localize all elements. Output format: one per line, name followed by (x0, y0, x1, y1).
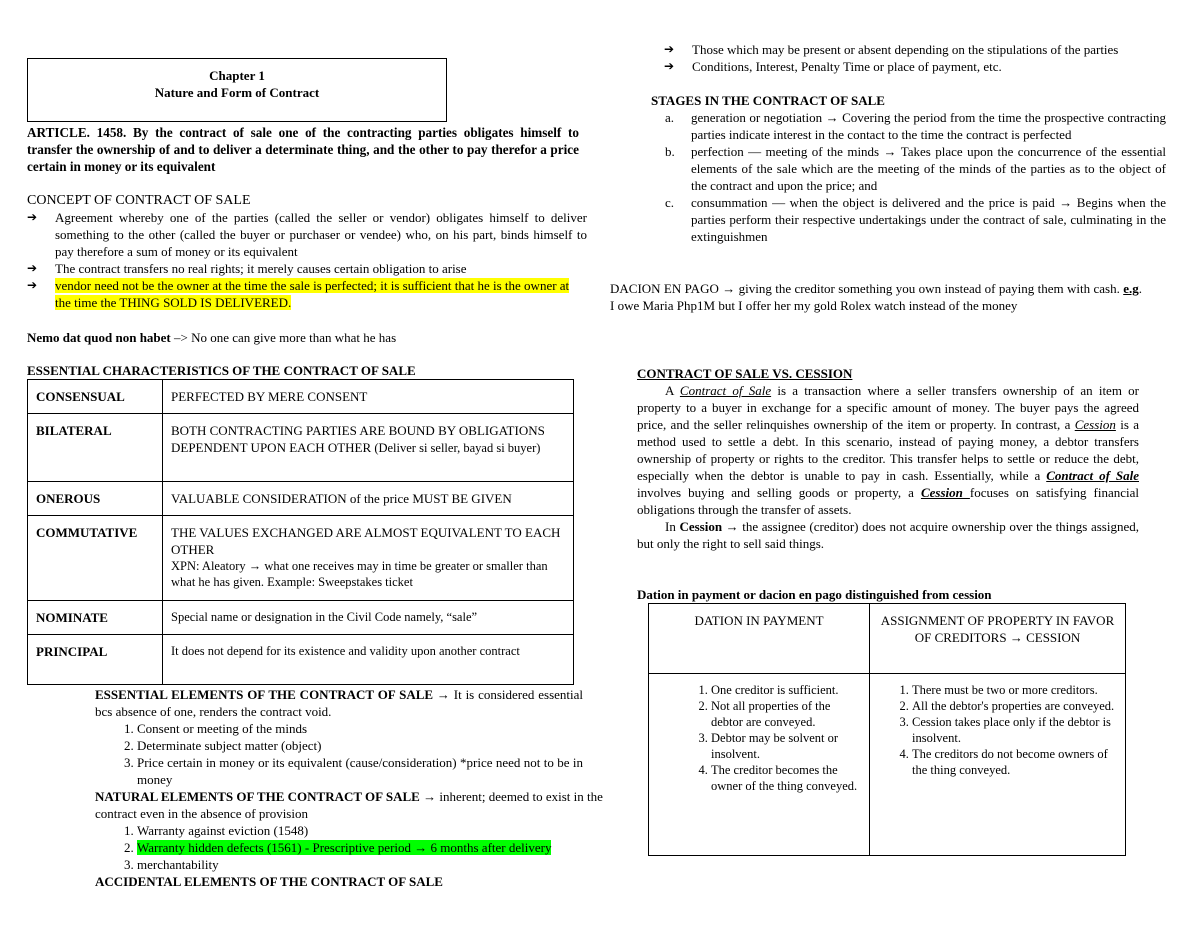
list-item: ➔ Those which may be present or absent depending on the stipulations of the parties (664, 41, 1166, 58)
chapter-subtitle: Nature and Form of Contract (154, 85, 320, 100)
concept-heading: CONCEPT OF CONTRACT OF SALE (27, 193, 251, 208)
list-item: 1. Warranty against eviction (1548) (137, 822, 611, 839)
desc-cell: VALUABLE CONSIDERATION of the price MUST BE GIVEN (163, 482, 574, 516)
dation-table (648, 603, 1126, 856)
list-item: 3. merchantability (137, 856, 611, 873)
desc-cell: BOTH CONTRACTING PARTIES ARE BOUND BY OBLIGATIONS DEPENDENT UPON EACH OTHER (Deliver si seller, bayad si buyer) (163, 414, 574, 482)
list-item: 2. Not all properties of the debtor are conveyed. (711, 698, 861, 730)
concept-item: ➔ The contract transfers no real rights; it merely causes certain obligation to arise (27, 260, 587, 277)
list-item: 4. The creditors do not become owners of the thing conveyed. (912, 746, 1117, 778)
desc-cell: It does not depend for its existence and validity upon another contract (163, 635, 574, 685)
article-text: ARTICLE. 1458. By the contract of sale one of the contracting parties obligates himself to transfer the ownership of and to deliver a determinate thing, and the other to pay therefor a price certain in money or its equivalent (27, 125, 579, 174)
table-row (28, 601, 574, 635)
table-row (28, 414, 574, 482)
essential-elements-list (95, 720, 583, 788)
natural-elements-list (95, 822, 611, 873)
natural-elements-section: NATURAL ELEMENTS OF THE CONTRACT OF SALE → inherent; deemed to exist in the contract even in the absence of provision 1. Warranty against eviction (1548) 2. Warranty hidden defects (1561) - Prescriptive period → 6 months after delivery 3. merchantability (95, 788, 611, 873)
cession-paragraph: A Contract of Sale is a transaction where a seller transfers ownership of an item or property to a buyer in exchange for a specific amount of money. The buyer pays the agreed price, and the seller relinquishes ownership of the item or property. In contrast, a Cession is a method used to settle a debt. In this scenario, instead of paying money, a debtor transfers ownership of property or rights to the creditor. This transfer helps to settle or reduce the debt, especially when the debtor is unable to pay in cash. Essentially, while a Contract of Sale involves buying and selling goods or property, a Cession focuses on satisfying financial obligations through the transfer of assets. In Cession → the assignee (creditor) does not acquire ownership over the things assigned, but only the right to sell said things. (637, 383, 1139, 551)
nemo-dat-meaning: –> No one can give more than what he has (170, 330, 397, 345)
list-item: 2. All the debtor's properties are conveyed. (912, 698, 1117, 714)
accidental-elements-heading: ACCIDENTAL ELEMENTS OF THE CONTRACT OF SALE (95, 874, 443, 889)
stages-section (651, 92, 1166, 245)
table-row (28, 482, 574, 516)
list-item: 3. Debtor may be solvent or insolvent. (711, 730, 861, 762)
natural-elements-heading: NATURAL ELEMENTS OF THE CONTRACT OF SALE (95, 789, 420, 804)
essential-elements-section: ESSENTIAL ELEMENTS OF THE CONTRACT OF SALE → It is considered essential bcs absence of one, renders the contract void. 1. Consent or meeting of the minds 2. Determinate subject matter (object) 3. Price certain in money or its equivalent (cause/consideration) *price need not to be in money (95, 686, 583, 788)
cession-cell (870, 674, 1126, 856)
list-item: ➔ Conditions, Interest, Penalty Time or place of payment, etc. (664, 58, 1166, 75)
dation-cell (649, 674, 870, 856)
column-header: DATION IN PAYMENT (649, 604, 870, 674)
list-item: 1. There must be two or more creditors. (912, 682, 1117, 698)
column-header: ASSIGNMENT OF PROPERTY IN FAVOR OF CREDITORS → CESSION (870, 604, 1126, 674)
table-row (28, 635, 574, 685)
term-cell: BILATERAL (28, 414, 163, 482)
nemo-dat-line (27, 329, 587, 346)
term-cell: NOMINATE (28, 601, 163, 635)
chapter-title: Chapter 1 (209, 68, 265, 83)
stage-item: a. generation or negotiation → Covering the period from the time the prospective contracting parties indicate interest in the contact to the time the contract is perfected (665, 110, 1166, 142)
accidental-list (664, 41, 1166, 75)
cession-heading: CONTRACT OF SALE VS. CESSION (637, 366, 853, 381)
list-item: 1. One creditor is sufficient. (711, 682, 861, 698)
desc-cell: Special name or designation in the Civil Code namely, “sale” (163, 601, 574, 635)
table-row (649, 674, 1126, 856)
essential-elements-heading: ESSENTIAL ELEMENTS OF THE CONTRACT OF SALE (95, 687, 434, 702)
table-header-row (649, 604, 1126, 674)
nemo-dat-term: Nemo dat quod non habet (27, 330, 171, 345)
list-item: 4. The creditor becomes the owner of the thing conveyed. (711, 762, 861, 794)
stage-item: b. perfection — meeting of the minds → Takes place upon the concurrence of the essential elements of the sale which are the meeting of the minds of the parties as to the object of the contract and upon the price; and (665, 144, 1166, 193)
concept-list (27, 209, 587, 311)
desc-cell: THE VALUES EXCHANGED ARE ALMOST EQUIVALENT TO EACH OTHER XPN: Aleatory → what one receives may in time be greater or smaller than what he has given. Example: Sweepstakes ticket (163, 516, 574, 601)
dacion-paragraph: DACION EN PAGO → giving the creditor something you own instead of paying them with cash. e.g. I owe Maria Php1M but I offer her my gold Rolex watch instead of the money (610, 281, 1142, 313)
list-item: 3. Price certain in money or its equivalent (cause/consideration) *price need not to be in money (137, 754, 583, 788)
term-cell: COMMUTATIVE (28, 516, 163, 601)
desc-cell: PERFECTED BY MERE CONSENT (163, 380, 574, 414)
essential-characteristics-heading: ESSENTIAL CHARACTERISTICS OF THE CONTRACT OF SALE (27, 363, 416, 378)
stage-item: c. consummation — when the object is delivered and the price is paid → Begins when the parties perform their respective undertakings under the contract of sale, culminating in the extinguishmen (665, 195, 1166, 244)
stages-heading: STAGES IN THE CONTRACT OF SALE (651, 93, 885, 108)
list-item-highlighted: 2. Warranty hidden defects (1561) - Prescriptive period → 6 months after delivery (137, 839, 611, 856)
chapter-box (27, 58, 447, 122)
list-item: 2. Determinate subject matter (object) (137, 737, 583, 754)
table-row (28, 516, 574, 601)
table-row (28, 380, 574, 414)
term-cell: PRINCIPAL (28, 635, 163, 685)
list-item: 1. Consent or meeting of the minds (137, 720, 583, 737)
concept-item-highlighted: ➔ vendor need not be the owner at the time the sale is perfected; it is sufficient that he is the owner at the time the THING SOLD IS DELIVERED. (27, 277, 587, 311)
concept-item: ➔ Agreement whereby one of the parties (called the seller or vendor) obligates himself to deliver something to the other (called the buyer or purchaser or vendee) who, on his part, binds himself to pay therefore a sum of money or its equivalent (27, 209, 587, 260)
term-cell: ONEROUS (28, 482, 163, 516)
list-item: 3. Cession takes place only if the debtor is insolvent. (912, 714, 1117, 746)
concept-section (27, 192, 587, 311)
term-cell: CONSENSUAL (28, 380, 163, 414)
essential-characteristics-table (27, 379, 574, 685)
dation-heading: Dation in payment or dacion en pago distinguished from cession (637, 587, 992, 602)
